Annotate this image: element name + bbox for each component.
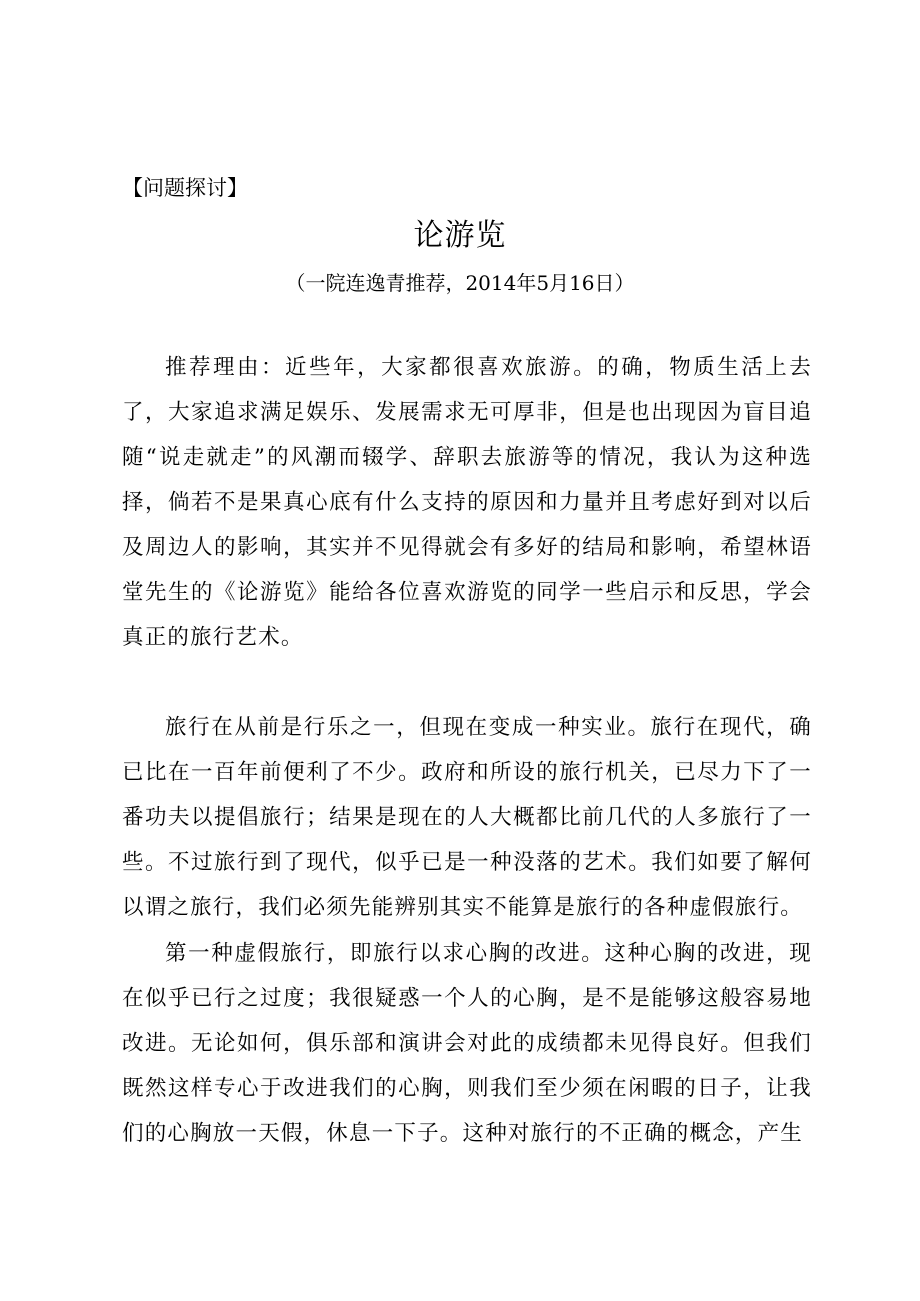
- paragraph-recommendation: 推荐理由：近些年，大家都很喜欢旅游。的确，物质生活上去了，大家追求满足娱乐、发展需求无可厚非，但是也出现因为盲目追随“说走就走”的风潮而辍学、辞职去旅游等的情况，我认为这种选择，倘若不是果真心底有什么支持的原因和力量并且考虑好到对以后及周边人的影响，其实并不见得就会有多好的结局和影响，希望林语堂先生的《论游览》能给各位喜欢游览的同学一些启示和反思，学会真正的旅行艺术。: [122, 355, 812, 650]
- paragraph-travel-intro: 旅行在从前是行乐之一，但现在变成一种实业。旅行在现代，确已比在一百年前便利了不少。政府和所设的旅行机关，已尽力下了一番功夫以提倡旅行；结果是现在的人大概都比前几代的人多旅行了一些。不过旅行到了现代，似乎已是一种没落的艺术。我们如要了解何以谓之旅行，我们必须先能辨别其实不能算是旅行的各种虚假旅行。: [122, 715, 812, 920]
- page-subtitle: （一院连逸青推荐，2014年5月16日）: [285, 271, 635, 295]
- paragraph-first-false-travel: 第一种虚假旅行，即旅行以求心胸的改进。这种心胸的改进，现在似乎已行之过度；我很疑惑一个人的心胸，是不是能够这般容易地改进。无论如何，俱乐部和演讲会对此的成绩都未见得良好。但我们既然这样专心于改进我们的心胸，则我们至少须在闲暇的日子，让我们的心胸放一天假，休息一下子。这种对旅行的不正确的概念，产生: [122, 941, 812, 1146]
- section-tag: 【问题探讨】: [122, 176, 248, 200]
- page-title: 论游览: [413, 218, 507, 253]
